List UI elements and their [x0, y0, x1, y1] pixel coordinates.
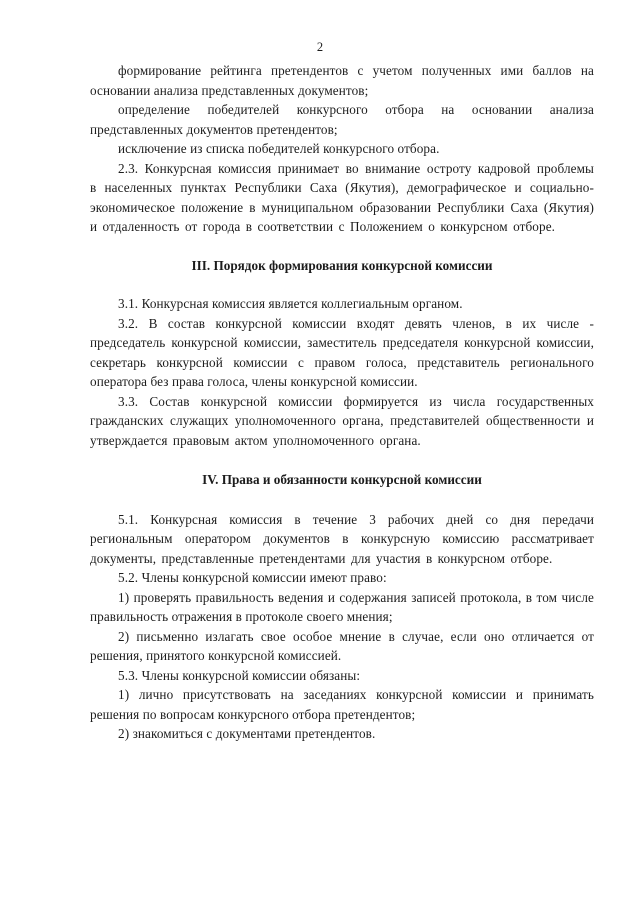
document-body	[90, 61, 594, 744]
paragraph: 5.1. Конкурсная комиссия в течение 3 рабочих дней со дня передачи региональным оператором документов в конкурсную комиссию рассматривает документы, представленные претендентами для участия в конкурсном отборе.	[90, 511, 594, 566]
paragraph: 1) проверять правильность ведения и содержания записей протокола, в том числе правильность отражения в протоколе своего мнения;	[90, 589, 594, 624]
section-heading-4: IV. Права и обязанности конкурсной комиссии	[202, 472, 482, 487]
paragraph: 5.3. Члены конкурсной комиссии обязаны:	[118, 667, 361, 683]
paragraph: 3.2. В состав конкурсной комиссии входят девять членов, в их числе - председатель конкурсной комиссии, заместитель председателя конкурсной комиссии, секретарь конкурсной комиссии с правом голоса, представитель регионального оператора без права голоса, члены конкурсной комиссии.	[90, 315, 594, 389]
paragraph: 2) знакомиться с документами претендентов.	[118, 726, 376, 741]
paragraph: 5.2. Члены конкурсной комиссии имеют право:	[118, 570, 387, 585]
paragraph: 2) письменно излагать свое особое мнение в случае, если оно отличается от решения, принятого конкурсной комиссией.	[90, 628, 594, 663]
section-heading-3: III. Порядок формирования конкурсной комиссии	[191, 257, 493, 273]
paragraph: 1) лично присутствовать на заседаниях конкурсной комиссии и принимать решения по вопросам конкурсного отбора претендентов;	[90, 687, 594, 722]
page-number: 2	[316, 40, 324, 54]
paragraph: 3.3. Состав конкурсной комиссии формируется из числа государственных гражданских служащих уполномоченного органа, представителей общественности и утверждается правовым актом уполномоченного органа.	[90, 393, 594, 448]
paragraph: определение победителей конкурсного отбора на основании анализа представленных документов претендентов;	[90, 102, 594, 137]
paragraph: исключение из списка победителей конкурсного отбора.	[118, 141, 440, 156]
paragraph: 3.1. Конкурсная комиссия является коллегиальным органом.	[118, 296, 463, 311]
paragraph: 2.3. Конкурсная комиссия принимает во внимание остроту кадровой проблемы в населенных пунктах Республики Саха (Якутия), демографическое и социально-экономическое положение в муниципальном образовании Республики Саха (Якутия) и отдаленность от города в соответствии с Положением о конкурсном отборе.	[90, 160, 594, 234]
paragraph: формирование рейтинга претендентов с учетом полученных ими баллов на основании анализа представленных документов;	[90, 63, 594, 98]
